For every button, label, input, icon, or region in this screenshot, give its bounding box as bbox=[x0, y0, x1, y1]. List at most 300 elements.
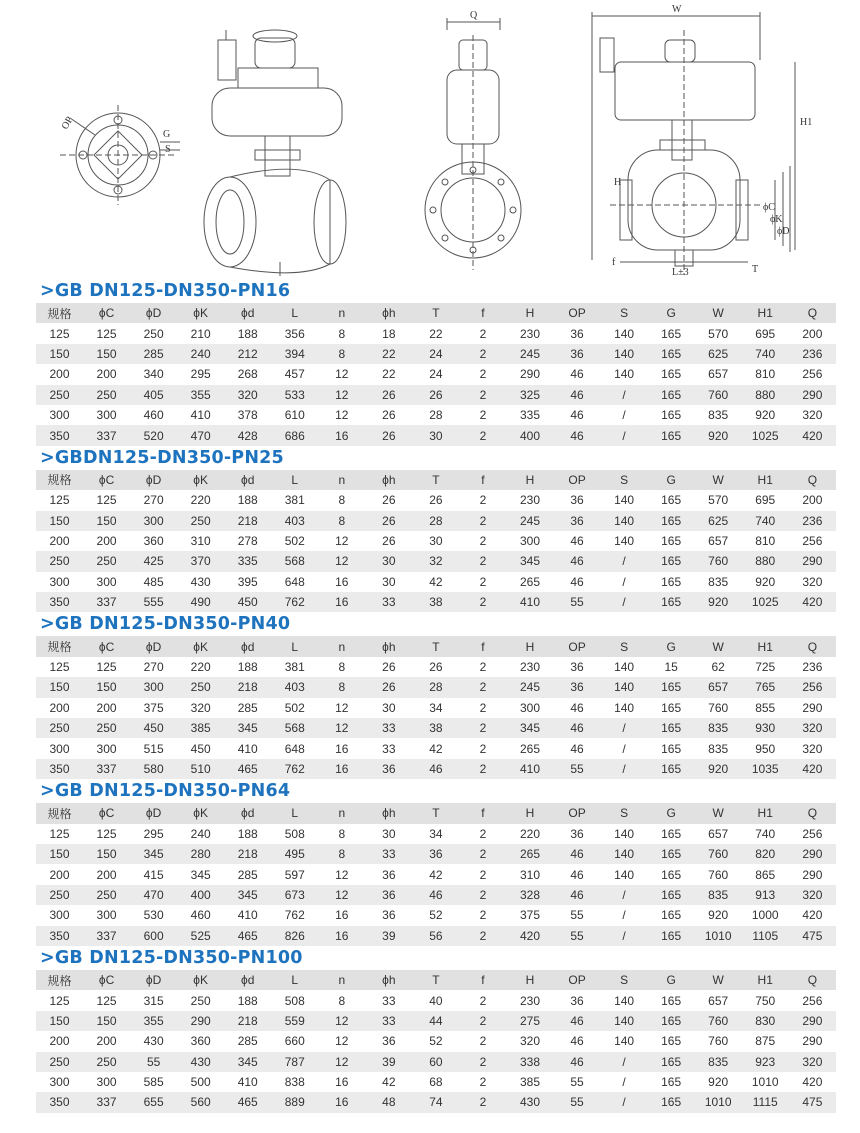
table-cell: 250 bbox=[96, 887, 117, 902]
table-cell: 350 bbox=[49, 1095, 70, 1110]
spec-section bbox=[0, 612, 860, 779]
table-cell: 150 bbox=[96, 847, 117, 862]
table-cell: 22 bbox=[429, 326, 443, 341]
table-cell: 212 bbox=[237, 346, 258, 361]
table-cell: 245 bbox=[519, 513, 540, 528]
table-row bbox=[36, 698, 836, 718]
column-header: H1 bbox=[757, 973, 773, 988]
table-cell: 2 bbox=[479, 721, 487, 736]
table-cell: 46 bbox=[570, 408, 584, 423]
table-cell: 150 bbox=[49, 680, 70, 695]
column-header: n bbox=[338, 306, 346, 321]
table-header-row bbox=[36, 470, 836, 490]
column-header: H bbox=[525, 639, 535, 654]
table-cell: 740 bbox=[755, 513, 776, 528]
table-cell: 350 bbox=[49, 762, 70, 776]
column-header: S bbox=[620, 306, 629, 321]
column-header: G bbox=[666, 806, 676, 821]
table-cell: 236 bbox=[802, 660, 823, 675]
table-cell: 610 bbox=[284, 408, 305, 423]
table-cell: 165 bbox=[661, 346, 682, 361]
q-label: Q bbox=[470, 10, 478, 21]
table-cell: 250 bbox=[49, 1054, 70, 1069]
table-cell: 465 bbox=[237, 762, 258, 776]
table-cell: / bbox=[622, 554, 626, 569]
table-header-row bbox=[36, 803, 836, 823]
table-cell: 22 bbox=[382, 346, 396, 361]
column-header: 规格 bbox=[47, 306, 72, 321]
table-cell: 920 bbox=[755, 574, 776, 589]
table-row bbox=[36, 824, 836, 844]
table-cell: / bbox=[622, 928, 626, 943]
table-cell: 300 bbox=[519, 534, 540, 549]
table-cell: / bbox=[622, 887, 626, 902]
table-cell: 46 bbox=[570, 1034, 584, 1049]
column-header: H bbox=[525, 306, 535, 321]
column-header: 规格 bbox=[47, 473, 72, 488]
table-cell: 2 bbox=[479, 700, 487, 715]
table-cell: 218 bbox=[237, 513, 258, 528]
table-row bbox=[36, 1072, 836, 1092]
table-cell: 325 bbox=[519, 387, 540, 402]
column-header: H1 bbox=[757, 306, 773, 321]
table-cell: 648 bbox=[284, 741, 305, 756]
column-header: ϕd bbox=[241, 973, 255, 988]
table-cell: 568 bbox=[284, 721, 305, 736]
table-cell: 1000 bbox=[751, 908, 779, 923]
table-cell: 268 bbox=[237, 367, 258, 382]
table-cell: 559 bbox=[284, 1013, 305, 1028]
table-cell: 920 bbox=[708, 595, 729, 610]
table-cell: 55 bbox=[570, 595, 584, 610]
table-cell: 328 bbox=[519, 887, 540, 902]
table-cell: 337 bbox=[96, 928, 117, 943]
table-cell: 8 bbox=[338, 993, 346, 1008]
table-cell: 26 bbox=[382, 534, 396, 549]
column-header: ϕh bbox=[382, 639, 396, 654]
table-cell: 315 bbox=[143, 993, 164, 1008]
table-cell: 245 bbox=[519, 680, 540, 695]
table-cell: 760 bbox=[708, 1013, 729, 1028]
table-cell: 2 bbox=[479, 867, 487, 882]
table-cell: 52 bbox=[429, 1034, 443, 1049]
table-cell: 1035 bbox=[751, 762, 779, 776]
table-cell: 210 bbox=[190, 326, 211, 341]
table-cell: 40 bbox=[429, 993, 443, 1008]
table-cell: 125 bbox=[96, 493, 117, 508]
column-header: L bbox=[291, 472, 299, 487]
table-cell: 920 bbox=[708, 1075, 729, 1090]
table-cell: 220 bbox=[519, 826, 540, 841]
table-row bbox=[36, 385, 836, 405]
table-cell: 570 bbox=[708, 493, 729, 508]
table-cell: 515 bbox=[143, 741, 164, 756]
table-cell: 300 bbox=[96, 741, 117, 756]
table-cell: 12 bbox=[335, 408, 349, 423]
table-cell: 760 bbox=[708, 554, 729, 569]
table-cell: 300 bbox=[143, 680, 164, 695]
table-cell: / bbox=[622, 741, 626, 756]
table-cell: 250 bbox=[190, 993, 211, 1008]
table-cell: 600 bbox=[143, 928, 164, 943]
table-cell: 345 bbox=[237, 1054, 258, 1069]
column-header: T bbox=[432, 472, 440, 487]
column-header: ϕd bbox=[241, 639, 255, 654]
table-cell: 140 bbox=[614, 680, 635, 695]
spec-sections bbox=[0, 279, 860, 1113]
table-cell: 1010 bbox=[704, 1095, 732, 1110]
table-cell: 38 bbox=[429, 721, 443, 736]
column-header: f bbox=[481, 306, 485, 321]
spec-section bbox=[0, 946, 860, 1113]
spec-table bbox=[36, 803, 836, 946]
table-cell: 320 bbox=[802, 721, 823, 736]
table-cell: 835 bbox=[708, 408, 729, 423]
table-cell: 502 bbox=[284, 534, 305, 549]
table-cell: 26 bbox=[429, 387, 443, 402]
table-cell: 46 bbox=[570, 700, 584, 715]
column-header: ϕC bbox=[98, 806, 115, 821]
table-row bbox=[36, 490, 836, 510]
table-cell: 335 bbox=[519, 408, 540, 423]
table-cell: 285 bbox=[237, 867, 258, 882]
table-cell: 470 bbox=[190, 428, 211, 443]
table-cell: 510 bbox=[190, 762, 211, 776]
table-cell: 290 bbox=[802, 554, 823, 569]
table-row bbox=[36, 511, 836, 531]
table-cell: 725 bbox=[755, 660, 776, 675]
table-cell: 200 bbox=[49, 534, 70, 549]
table-row bbox=[36, 718, 836, 738]
table-cell: 290 bbox=[802, 387, 823, 402]
table-cell: 24 bbox=[429, 367, 443, 382]
column-header: ϕd bbox=[241, 472, 255, 487]
table-cell: 30 bbox=[382, 700, 396, 715]
column-header: ϕK bbox=[193, 472, 209, 487]
table-cell: / bbox=[622, 595, 626, 610]
table-cell: 657 bbox=[708, 534, 729, 549]
table-cell: 33 bbox=[382, 993, 396, 1008]
table-cell: 256 bbox=[802, 826, 823, 841]
table-row bbox=[36, 738, 836, 758]
column-header: Q bbox=[807, 806, 818, 821]
table-cell: 2 bbox=[479, 741, 487, 756]
table-cell: 26 bbox=[382, 513, 396, 528]
table-cell: 465 bbox=[237, 1095, 258, 1110]
table-cell: 760 bbox=[708, 700, 729, 715]
l-label: L±3 bbox=[672, 267, 689, 278]
table-cell: 165 bbox=[661, 1075, 682, 1090]
column-header: W bbox=[712, 306, 724, 321]
table-cell: 12 bbox=[335, 867, 349, 882]
table-cell: 165 bbox=[661, 826, 682, 841]
column-header: ϕC bbox=[98, 306, 115, 321]
table-cell: 218 bbox=[237, 680, 258, 695]
table-cell: 403 bbox=[284, 680, 305, 695]
table-cell: 165 bbox=[661, 847, 682, 862]
table-cell: 56 bbox=[429, 928, 443, 943]
column-header: ϕK bbox=[193, 639, 209, 654]
table-cell: 36 bbox=[429, 847, 443, 862]
table-cell: 188 bbox=[237, 826, 258, 841]
table-cell: 270 bbox=[143, 493, 164, 508]
table-cell: 385 bbox=[190, 721, 211, 736]
column-header: L bbox=[291, 973, 299, 988]
table-cell: 495 bbox=[284, 847, 305, 862]
table-cell: 200 bbox=[802, 493, 823, 508]
column-header: L bbox=[291, 806, 299, 821]
table-cell: 310 bbox=[190, 534, 211, 549]
column-header: ϕD bbox=[145, 306, 162, 321]
table-row bbox=[36, 677, 836, 697]
table-row bbox=[36, 864, 836, 884]
table-cell: 460 bbox=[143, 408, 164, 423]
table-cell: 12 bbox=[335, 721, 349, 736]
table-cell: 200 bbox=[96, 534, 117, 549]
column-header: f bbox=[481, 472, 485, 487]
column-header: ϕh bbox=[382, 973, 396, 988]
table-cell: 39 bbox=[382, 928, 396, 943]
table-cell: 125 bbox=[96, 993, 117, 1008]
table-cell: 200 bbox=[96, 700, 117, 715]
table-cell: 337 bbox=[96, 428, 117, 443]
table-cell: 16 bbox=[335, 1075, 349, 1090]
table-cell: 165 bbox=[661, 680, 682, 695]
table-cell: 140 bbox=[614, 326, 635, 341]
table-cell: 290 bbox=[802, 1013, 823, 1028]
table-cell: 360 bbox=[143, 534, 164, 549]
table-cell: 28 bbox=[429, 680, 443, 695]
table-cell: 835 bbox=[708, 574, 729, 589]
table-cell: 36 bbox=[570, 346, 584, 361]
table-cell: 280 bbox=[190, 847, 211, 862]
table-cell: 8 bbox=[338, 826, 346, 841]
table-cell: 55 bbox=[570, 928, 584, 943]
table-cell: 320 bbox=[802, 741, 823, 756]
table-row bbox=[36, 364, 836, 384]
table-cell: 1105 bbox=[752, 928, 779, 943]
table-cell: 188 bbox=[237, 493, 258, 508]
table-cell: 320 bbox=[802, 887, 823, 902]
h-label: H bbox=[614, 177, 622, 188]
table-cell: 42 bbox=[429, 867, 443, 882]
table-cell: 12 bbox=[335, 1054, 349, 1069]
spec-section bbox=[0, 779, 860, 946]
column-header: H1 bbox=[757, 806, 773, 821]
table-cell: 46 bbox=[570, 428, 584, 443]
column-header: 规格 bbox=[47, 973, 72, 988]
table-cell: 250 bbox=[49, 887, 70, 902]
table-cell: 760 bbox=[708, 387, 729, 402]
column-header: n bbox=[338, 973, 346, 988]
column-header: n bbox=[338, 472, 346, 487]
table-cell: 200 bbox=[802, 326, 823, 341]
table-row bbox=[36, 759, 836, 779]
column-header: H1 bbox=[757, 472, 773, 487]
table-cell: 30 bbox=[382, 554, 396, 569]
table-cell: 889 bbox=[284, 1095, 305, 1110]
table-cell: 125 bbox=[96, 326, 117, 341]
column-header: OP bbox=[568, 306, 586, 321]
column-header: ϕd bbox=[241, 306, 255, 321]
column-header: ϕC bbox=[98, 472, 115, 487]
section-title: >GBDN125-DN350-PN25 bbox=[40, 447, 284, 468]
column-header: T bbox=[432, 639, 440, 654]
table-cell: 256 bbox=[802, 534, 823, 549]
table-cell: 150 bbox=[96, 513, 117, 528]
table-cell: 42 bbox=[429, 574, 443, 589]
table-cell: 42 bbox=[382, 1075, 396, 1090]
table-cell: 52 bbox=[429, 908, 443, 923]
table-cell: 300 bbox=[143, 513, 164, 528]
column-header: ϕD bbox=[145, 973, 162, 988]
column-header: H bbox=[525, 472, 535, 487]
table-row bbox=[36, 926, 836, 946]
column-header: T bbox=[432, 306, 440, 321]
column-header: OP bbox=[568, 472, 586, 487]
technical-drawings bbox=[0, 0, 860, 278]
table-cell: 450 bbox=[237, 595, 258, 610]
h1-label: H1 bbox=[800, 117, 813, 128]
table-cell: 950 bbox=[755, 741, 776, 756]
table-cell: 200 bbox=[49, 1034, 70, 1049]
table-cell: 165 bbox=[661, 574, 682, 589]
table-cell: 36 bbox=[382, 867, 396, 882]
table-cell: 1025 bbox=[751, 595, 779, 610]
s-label: S bbox=[165, 144, 171, 155]
table-cell: 278 bbox=[237, 534, 258, 549]
table-cell: 350 bbox=[49, 928, 70, 943]
table-cell: 508 bbox=[284, 826, 305, 841]
table-cell: 430 bbox=[143, 1034, 164, 1049]
table-cell: 165 bbox=[661, 762, 682, 776]
table-cell: 165 bbox=[661, 428, 682, 443]
column-header: W bbox=[712, 472, 724, 487]
table-cell: 2 bbox=[479, 408, 487, 423]
table-cell: 740 bbox=[755, 826, 776, 841]
table-cell: 12 bbox=[335, 367, 349, 382]
table-cell: 290 bbox=[802, 700, 823, 715]
table-cell: 125 bbox=[49, 826, 70, 841]
table-cell: 820 bbox=[755, 847, 776, 862]
table-cell: 345 bbox=[237, 887, 258, 902]
table-cell: 340 bbox=[143, 367, 164, 382]
table-cell: 555 bbox=[143, 595, 164, 610]
table-cell: 165 bbox=[661, 993, 682, 1008]
table-cell: 475 bbox=[802, 1095, 823, 1110]
table-cell: 475 bbox=[802, 928, 823, 943]
table-cell: 686 bbox=[284, 428, 305, 443]
table-cell: 525 bbox=[190, 928, 211, 943]
column-header: ϕh bbox=[382, 806, 396, 821]
table-cell: 465 bbox=[237, 928, 258, 943]
table-cell: 200 bbox=[96, 867, 117, 882]
table-row bbox=[36, 905, 836, 925]
table-cell: 657 bbox=[708, 367, 729, 382]
table-cell: 295 bbox=[190, 367, 211, 382]
table-cell: 2 bbox=[479, 428, 487, 443]
table-cell: 2 bbox=[479, 928, 487, 943]
table-cell: 46 bbox=[570, 721, 584, 736]
table-cell: 165 bbox=[661, 1095, 682, 1110]
table-cell: 140 bbox=[614, 847, 635, 862]
table-cell: 125 bbox=[49, 326, 70, 341]
table-cell: 2 bbox=[479, 574, 487, 589]
table-cell: / bbox=[622, 408, 626, 423]
table-cell: 295 bbox=[143, 826, 164, 841]
table-cell: 337 bbox=[96, 1095, 117, 1110]
table-cell: 530 bbox=[143, 908, 164, 923]
table-cell: 410 bbox=[190, 408, 211, 423]
table-cell: 12 bbox=[335, 1034, 349, 1049]
table-row bbox=[36, 1052, 836, 1072]
table-cell: 16 bbox=[335, 574, 349, 589]
table-cell: / bbox=[622, 1054, 626, 1069]
table-cell: 165 bbox=[661, 928, 682, 943]
section-title: >GB DN125-DN350-PN100 bbox=[40, 947, 303, 968]
column-header: ϕh bbox=[382, 306, 396, 321]
table-cell: 26 bbox=[382, 387, 396, 402]
table-cell: 838 bbox=[284, 1075, 305, 1090]
table-row bbox=[36, 657, 836, 677]
table-cell: 356 bbox=[284, 326, 305, 341]
table-cell: 740 bbox=[755, 346, 776, 361]
table-cell: 673 bbox=[284, 887, 305, 902]
table-cell: 760 bbox=[708, 1034, 729, 1049]
table-cell: 430 bbox=[519, 1095, 540, 1110]
table-cell: 30 bbox=[382, 574, 396, 589]
table-cell: 46 bbox=[570, 574, 584, 589]
table-cell: 46 bbox=[570, 887, 584, 902]
table-header-row bbox=[36, 970, 836, 990]
table-cell: 46 bbox=[570, 867, 584, 882]
table-row bbox=[36, 572, 836, 592]
table-cell: 835 bbox=[708, 887, 729, 902]
table-cell: 787 bbox=[284, 1054, 305, 1069]
table-cell: 188 bbox=[237, 326, 258, 341]
table-cell: 55 bbox=[570, 908, 584, 923]
table-cell: 760 bbox=[708, 847, 729, 862]
table-cell: 425 bbox=[143, 554, 164, 569]
table-cell: 835 bbox=[708, 741, 729, 756]
table-cell: 375 bbox=[143, 700, 164, 715]
table-cell: 30 bbox=[429, 534, 443, 549]
table-cell: 360 bbox=[190, 1034, 211, 1049]
table-cell: 310 bbox=[519, 867, 540, 882]
table-cell: 568 bbox=[284, 554, 305, 569]
column-header: Q bbox=[807, 472, 818, 487]
table-cell: 695 bbox=[755, 493, 776, 508]
table-cell: / bbox=[622, 762, 626, 776]
table-cell: 42 bbox=[429, 741, 443, 756]
table-cell: 835 bbox=[708, 1054, 729, 1069]
table-cell: 2 bbox=[479, 993, 487, 1008]
table-cell: 320 bbox=[802, 574, 823, 589]
table-cell: 450 bbox=[190, 741, 211, 756]
table-row bbox=[36, 885, 836, 905]
table-cell: 285 bbox=[237, 700, 258, 715]
table-cell: 250 bbox=[49, 387, 70, 402]
table-cell: 12 bbox=[335, 887, 349, 902]
table-cell: 337 bbox=[96, 762, 117, 776]
table-cell: 150 bbox=[49, 1013, 70, 1028]
table-cell: 46 bbox=[570, 367, 584, 382]
table-cell: 265 bbox=[519, 847, 540, 862]
table-cell: 200 bbox=[49, 867, 70, 882]
table-cell: 250 bbox=[96, 554, 117, 569]
column-header: S bbox=[620, 806, 629, 821]
table-cell: / bbox=[622, 387, 626, 402]
